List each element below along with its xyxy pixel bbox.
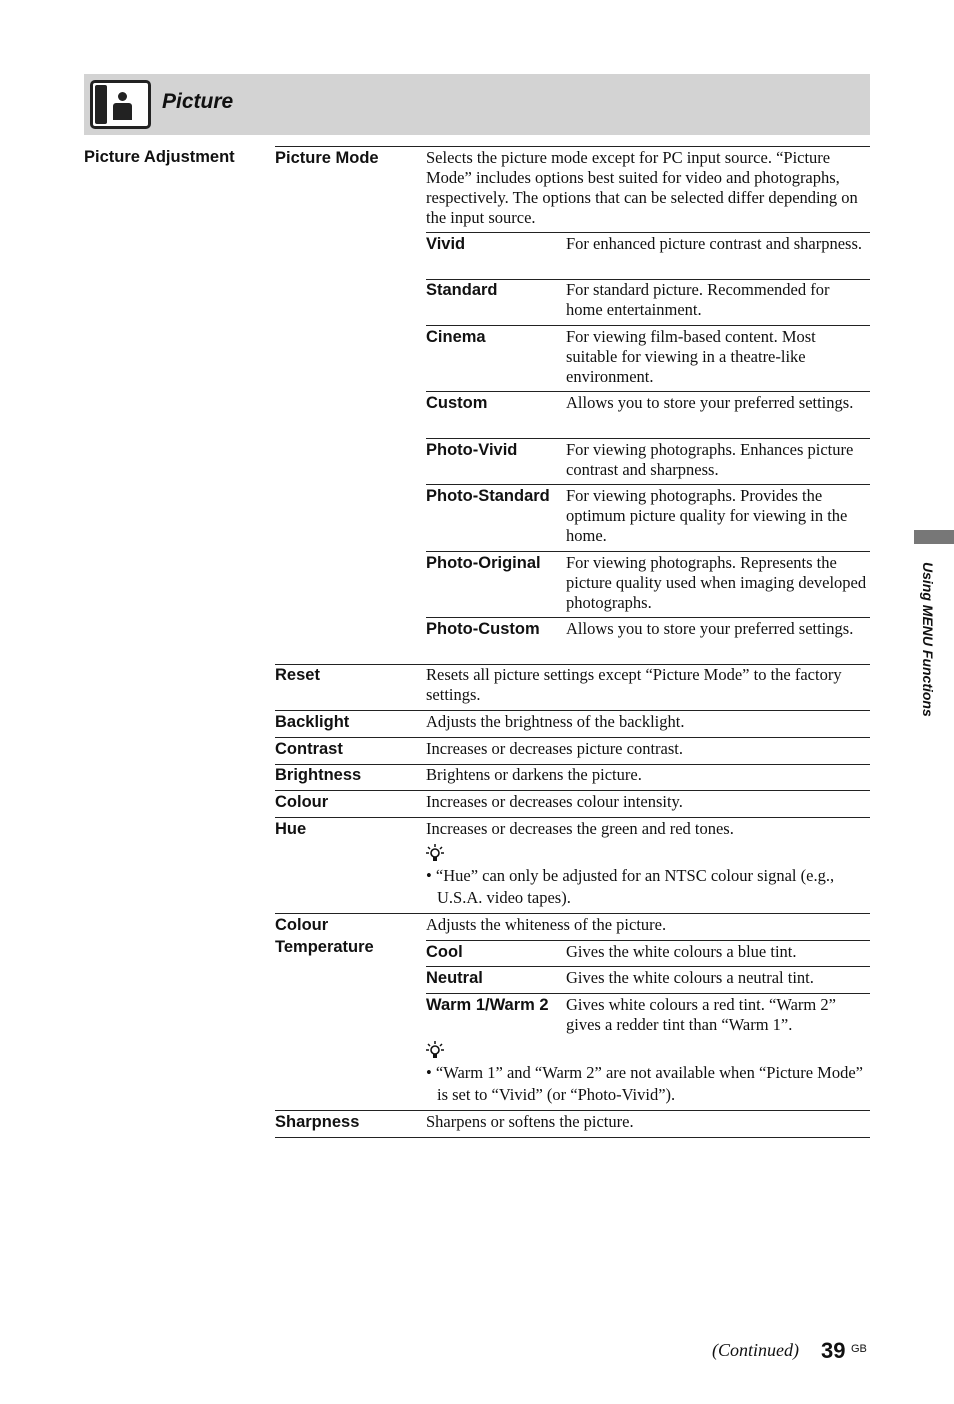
divider xyxy=(275,737,870,738)
option-desc: For viewing photographs. Enhances picture contrast and sharpness. xyxy=(566,440,854,479)
divider xyxy=(426,325,870,326)
colour-label: Colour xyxy=(275,793,329,811)
continued-note: (Continued) xyxy=(712,1340,799,1360)
sharpness-label: Sharpness xyxy=(275,1113,360,1131)
divider xyxy=(426,966,870,967)
section-header xyxy=(84,74,870,135)
section-label: Picture Adjustment xyxy=(84,148,235,166)
picture-mode-desc: Selects the picture mode except for PC input source. “Picture Mode” includes options best suited for video and photographs, respectively. The options that can be selected differ depending on the input source. xyxy=(426,148,858,227)
divider xyxy=(275,710,870,711)
option-name: Vivid xyxy=(426,235,466,253)
contrast-desc: Increases or decreases picture contrast. xyxy=(426,739,683,758)
brightness-label: Brightness xyxy=(275,766,362,784)
option-name: Photo-Vivid xyxy=(426,441,518,459)
divider xyxy=(275,790,870,791)
option-name: Photo-Standard xyxy=(426,487,550,505)
backlight-desc: Adjusts the brightness of the backlight. xyxy=(426,712,685,731)
contrast-label: Contrast xyxy=(275,740,343,758)
option-desc: For viewing photographs. Represents the picture quality used when imaging developed photographs. xyxy=(566,553,867,612)
divider xyxy=(275,913,870,914)
divider xyxy=(275,817,870,818)
colour-temp-label-line2: Temperature xyxy=(275,938,374,956)
option-name: Standard xyxy=(426,281,498,299)
option-desc: Allows you to store your preferred settings. xyxy=(566,393,854,412)
option-desc: Allows you to store your preferred settings. xyxy=(566,619,854,638)
brightness-desc: Brightens or darkens the picture. xyxy=(426,765,642,784)
option-desc: Gives the white colours a neutral tint. xyxy=(566,968,814,987)
picture-menu-icon xyxy=(90,80,151,129)
option-name: Custom xyxy=(426,394,488,412)
section-title: Picture xyxy=(162,90,234,113)
option-desc: For viewing film-based content. Most suitable for viewing in a theatre-like environment. xyxy=(566,327,816,386)
hue-label: Hue xyxy=(275,820,307,838)
colour-desc: Increases or decreases colour intensity. xyxy=(426,792,683,811)
divider xyxy=(426,232,870,233)
colour-temp-tip: • “Warm 1” and “Warm 2” are not available when “Picture Mode” is set to “Vivid” (or “Photo-Vivid”). xyxy=(426,1063,863,1104)
option-name: Cool xyxy=(426,943,463,961)
side-tab-label: Using MENU Functions xyxy=(920,562,936,717)
hint-icon xyxy=(426,844,444,864)
sharpness-desc: Sharpens or softens the picture. xyxy=(426,1112,634,1131)
side-tab-marker xyxy=(914,530,954,544)
colour-temp-label-line1: Colour xyxy=(275,916,329,934)
picture-mode-label: Picture Mode xyxy=(275,149,379,167)
divider xyxy=(275,1137,870,1138)
hue-desc: Increases or decreases the green and red tones. xyxy=(426,819,734,838)
option-name: Warm 1/Warm 2 xyxy=(426,996,549,1014)
reset-label: Reset xyxy=(275,666,320,684)
reset-desc: Resets all picture settings except “Picture Mode” to the factory settings. xyxy=(426,665,842,704)
divider xyxy=(275,1110,870,1111)
option-desc: For enhanced picture contrast and sharpness. xyxy=(566,234,862,253)
divider xyxy=(426,391,870,392)
option-desc: Gives white colours a red tint. “Warm 2” gives a redder tint than “Warm 1”. xyxy=(566,995,836,1034)
hint-icon xyxy=(426,1041,444,1061)
option-desc: For standard picture. Recommended for home entertainment. xyxy=(566,280,830,319)
divider xyxy=(426,940,870,941)
colour-temp-desc: Adjusts the whiteness of the picture. xyxy=(426,915,667,934)
option-name: Photo-Custom xyxy=(426,620,540,638)
option-name: Photo-Original xyxy=(426,554,541,572)
page-number: 39 xyxy=(821,1338,846,1363)
option-name: Cinema xyxy=(426,328,486,346)
option-desc: For viewing photographs. Provides the optimum picture quality for viewing in the home. xyxy=(566,486,848,545)
option-name: Neutral xyxy=(426,969,483,987)
page-suffix: GB xyxy=(851,1343,867,1355)
option-desc: Gives the white colours a blue tint. xyxy=(566,942,797,961)
hue-tip: • “Hue” can only be adjusted for an NTSC colour signal (e.g., U.S.A. video tapes). xyxy=(426,866,835,907)
backlight-label: Backlight xyxy=(275,713,350,731)
